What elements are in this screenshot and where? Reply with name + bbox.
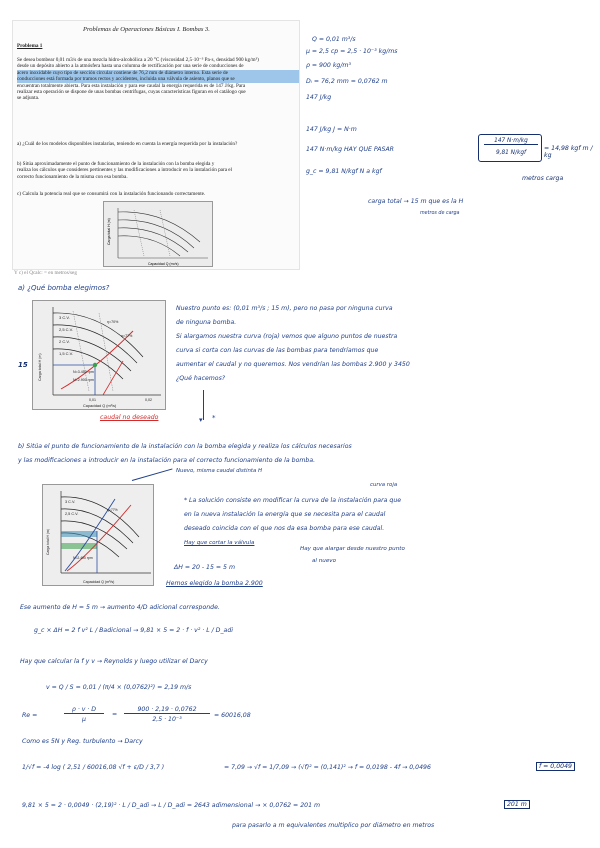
note-line: ¿Qué hacemos? [176,375,226,382]
paragraph-line: Se desea bombear 0,01 m3/s de una mezcla hidro-alcohólica a 20 °C (viscosidad 2,5·10⁻³ Pa·s, densidad 900 kg/m³) [17,57,259,63]
chart-b-xlabel: Capacidad Q (m³/s) [83,580,115,584]
note-mu: μ = 2,5 cp = 2,5 · 10⁻³ kg/ms [306,48,398,55]
calc-line-1: Ese aumento de H = 5 m → aumento 4/D adicional corresponde. [20,604,220,611]
question-b-line: y las modificaciones a introducir en la instalación para el correcto funcionamiento de la bomba. [18,457,316,464]
curve-label-3cv: 3 C.V. [59,315,70,320]
re-frac-num: ρ · v · D [64,706,104,714]
hay-cortar: Hay que cortar la válvula [184,540,255,546]
note-conv1: 147 J/kg J = N·m [306,126,357,133]
f-result-box: f = 0,0049 [536,762,575,771]
note-conv2: 147 N·m/kg HAY QUE PASAR [306,146,394,153]
nuevo-arrow [132,468,173,481]
paragraph-line: se adjunta. [17,95,40,102]
problem-heading: Problema 1 [17,43,43,49]
pump-chart-b [42,484,154,586]
eff-label-b: η=77% [107,508,118,512]
chart-a-xlabel: Capacidad Q (m³/s) [83,404,117,408]
carga-total: carga total → 15 m que es la H [368,198,464,205]
curve-label-15cv: 1,5 C.V. [59,351,74,356]
paragraph-line: realizar esta operación se dispone de unas bombas centrífugas, cuyas características figuran en el catálogo que [17,89,246,96]
note-line: Nuestro punto es: (0,01 m³/s ; 15 m), pero no pasa por ninguna curva [176,305,393,312]
metros-carga: metros carga [522,175,564,182]
equals-sign: = [112,711,118,718]
chart-b-ylabel: Carga total H (m) [46,528,50,555]
delta-h: ΔH = 20 - 15 = 5 m [174,564,235,571]
curve-label-25cv: 2,5 C.V. [59,327,74,332]
curve-label-b: 3 C.V. [65,500,76,504]
rpm-label: N=3.450 rpm [73,370,94,374]
note-di: Dᵢ = 76,2 mm = 0,0762 m [306,78,388,85]
curve-label-b: 2,5 C.V. [65,512,79,516]
bomba-elegida: Hemos elegido la bomba 2.900 [166,580,263,587]
printed-chart-svg [104,202,213,267]
question-b-line: b) Sitúa el punto de funcionamiento de la instalación con la bomba elegida y realiza los cálculos necesarios [18,443,352,450]
old-h-band [61,543,97,549]
re-frac2-num: 900 · 2,19 · 0,0762 [124,706,210,714]
fraction-denominator: 9,81 N/kgf [495,150,527,156]
conversion-result: = 14,98 kgf m / kg [544,145,593,159]
colebrook: 1/√f = -4 log ( 2,51 / 60016,08 √f + ε/D / 3,7 ) [22,764,165,771]
chart-a-xtick: 0,02 [145,398,152,402]
calc-line-3: Hay que calcular la f y v → Reynolds y luego utilizar el Darcy [20,658,208,665]
curve-label-2cv: 2 C.V. [59,339,70,344]
fraction-box [478,134,542,162]
printed-problem-sheet [12,20,300,270]
note-line: aumentar el caudal y no queremos. Nos vendrían las bombas 2.900 y 3450 [176,361,410,368]
note-line: curva si corta con las curvas de las bombas para tendríamos que [176,347,379,354]
pump-chart-a [32,300,166,410]
y15-label: 15 [18,361,28,369]
note-q: Q = 0,01 m³/s [312,36,356,43]
note-gc: g_c = 9,81 N/kgf N a kgf [306,168,382,175]
nuevo-label: Nuevo, misma caudal distinta H [176,468,263,474]
note-energy: 147 J/kg [306,94,332,101]
chart-a-ylabel: Carga total H (m) [38,353,42,381]
re-frac-den: μ [82,716,86,723]
star-note-line: deseado coincida con el que nos da esa bomba para ese caudal. [184,525,385,532]
star-mark: * [212,414,216,422]
printed-pump-chart [103,201,213,267]
re-frac2-den: 2,5 · 10⁻³ [152,716,182,723]
metros-de-carga: metros de carga [420,211,460,216]
question-b-printed [17,161,299,180]
cut-text: Y c) el Qcalc: = en metros/seg [14,270,77,276]
question-a-printed: a) ¿Cuál de los modelos disponibles instalarías, teniendo en cuenta la energía requerida por la instalación? [17,141,238,147]
fraction-numerator: 147 N·m/kg [484,138,538,145]
arrow-down-line [203,390,204,420]
calc-line-6: Como es 5N y Reg. turbulento → Darcy [22,738,143,745]
star-note-line: en la nueva instalación la energía que se necesita para el caudal [184,511,386,518]
pump-chart-b-svg [43,485,154,586]
question-c-printed: c) Calcula la potencia real que se consumirá con la instalación funcionando correctamente. [17,191,206,197]
rpm-label-b: N=2.400 rpm [73,556,93,560]
question-b-line: correcto funcionamiento de la misma con esa bomba. [17,173,128,180]
question-a: a) ¿Qué bomba elegimos? [18,284,110,292]
re-result: = 60016,08 [214,712,251,719]
note-line: de ninguna bomba. [176,319,237,326]
calc-line-4: v = Q / S = 0,01 / (π/4 × (0,0762)²) = 2,19 m/s [46,684,192,691]
note-line: Si alargamos nuestra curva (roja) vemos que alguno puntos de nuestra [176,333,398,340]
al-nuevo: al nuevo [312,558,337,564]
caudal-no-deseado: caudal no deseado [100,414,159,421]
calc-line-9: para pasarlo a m equivalentes multiplico por diámetro en metros [232,822,435,829]
star-note [184,494,596,536]
question-b [18,440,598,468]
note-rho: ρ = 900 kg/m³ [306,62,351,69]
eff-label: η=77% [121,334,133,338]
paragraph-line: desde un depósito abierto a la atmósfera hasta una columna de rectificación por una serie de conducciones de [17,63,244,70]
curva-roja-label: curva roja [370,482,398,488]
paragraph-line: acero inoxidable cuyo tipo de sección circular contiene de 76,2 mm de diámetro interno. Esta serie de [17,70,299,76]
printed-chart-xlabel: Capacidad Q (m³/s) [148,262,179,266]
chart-a-xtick: 0,01 [89,398,96,402]
re-label: Re = [22,712,38,719]
l-result-box: 201 m [504,800,530,809]
paragraph-line: encuentran totalmente abierta. Para esta instalación y para ese caudal la energía requerida es de 147 J/kg. Para [17,82,246,89]
question-b-line: realiza los cálculos que consideres pertinentes y las modificaciones a introducir en la instalación para el [17,167,233,174]
doc-title: Problemas de Operaciones Básicas I. Bombas 3. [83,26,210,33]
colebrook-result: = 7,09 → √f = 1/7,09 → (√f)² = (0,141)² → f = 0,0198 - 4f → 0,0496 [224,764,431,771]
star-note-line: * La solución consiste en modificar la curva de la instalación para que [184,497,402,504]
problem-paragraph [17,57,299,102]
operating-point [93,363,97,367]
arrow-down-head: ▾ [199,416,203,424]
calc-line-2: g_c × ΔH = 2 f v² L / Badicional → 9,81 × 5 = 2 · f · v² · L / D_adi [34,627,233,634]
calc-line-8: 9,81 × 5 = 2 · 0,0049 · (2,19)² · L / D_adi → L / D_adi = 2643 adimensional → × 0,0762 = 201 m [22,802,320,809]
question-b-line: b) Sitúa aproximadamente el punto de funcionamiento de la instalación con la bomba elegida y [17,161,215,167]
paragraph-line: conducciones está formada por tramos rectos y accidentes, incluida una válvula de asiento, planos que se [17,76,299,82]
section-a-note [176,302,596,386]
printed-chart-ylabel: Carga total H (m) [107,218,111,245]
hay-alargar: Hay que alargar desde nuestro punto [300,546,405,552]
pump-chart-a-svg [33,301,166,410]
eff-label: η=70% [107,320,119,324]
rpm-label: N=2.900 rpm [73,378,94,382]
